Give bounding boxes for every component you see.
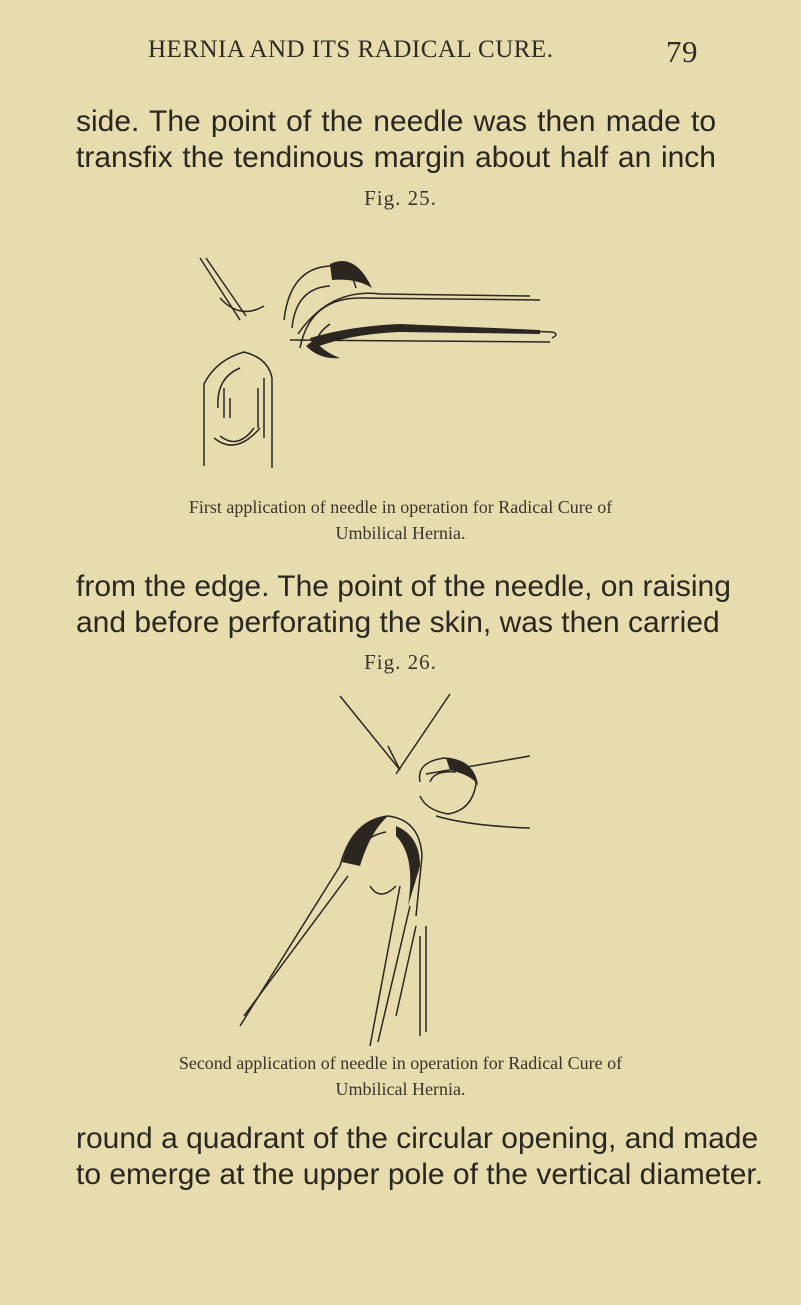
text-line: transfix the tendinous margin about half an inch bbox=[76, 141, 716, 174]
caption-line: Umbilical Hernia. bbox=[335, 1079, 466, 1099]
text-line: from the edge. The point of the needle, on raising bbox=[76, 570, 731, 603]
page-number: 79 bbox=[666, 34, 698, 69]
text-line: side. The point of the needle was then made to bbox=[76, 105, 716, 138]
text-line: and before perforating the skin, was then carried bbox=[76, 606, 720, 639]
caption-line: Umbilical Hernia. bbox=[335, 523, 466, 543]
caption-line: Second application of needle in operation for Radical Cure of bbox=[178, 1053, 623, 1073]
paragraph-2 bbox=[76, 569, 731, 641]
figure-25-label: Fig. 25. bbox=[364, 186, 437, 210]
text-line: to emerge at the upper pole of the vertical diameter. bbox=[76, 1158, 764, 1191]
figure-26-label: Fig. 26. bbox=[364, 650, 437, 674]
figure-25-caption bbox=[0, 494, 801, 546]
figure-26-illustration bbox=[220, 686, 560, 1056]
caption-line: First application of needle in operation for Radical Cure of bbox=[188, 497, 613, 517]
running-title: HERNIA AND ITS RADICAL CURE. bbox=[148, 36, 554, 63]
paragraph-3 bbox=[76, 1121, 764, 1193]
figure-26-caption bbox=[0, 1050, 801, 1102]
figure-25-illustration bbox=[180, 228, 600, 488]
text-line: round a quadrant of the circular opening, and made bbox=[76, 1122, 759, 1155]
paragraph-1 bbox=[76, 104, 716, 176]
